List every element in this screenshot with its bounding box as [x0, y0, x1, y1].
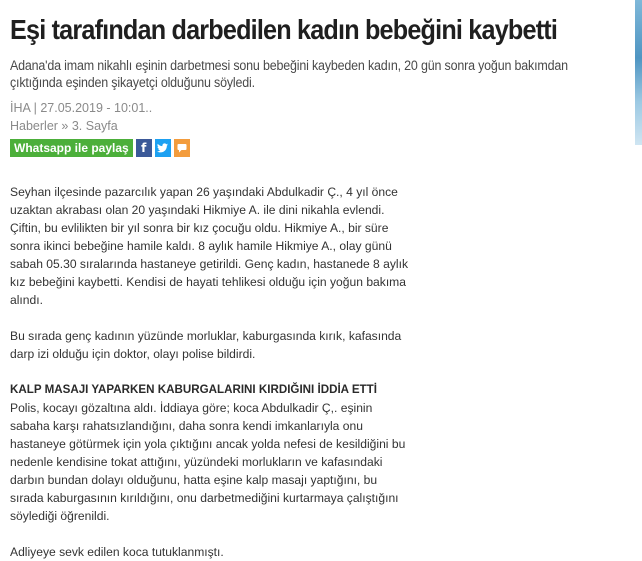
- article-paragraph: Polis, kocayı gözaltına aldı. İddiaya göre; koca Abdulkadir Ç,. eşinin sabaha karşı rahatsızlandığını, daha sonra kendi imkanlarıyla onu hastaneye götürmek için yola çıktığını ancak yolda nefesi de kesildiğini bu nedenle kendisine tokat attığını, yüzündeki morlukların ve kafasındaki darbın bundan dolayı olduğunu, hatta eşine kalp masajı yaptığını, bu sırada kaburgasının kırıldığını, onu darbetmediğini kurtarmaya çalıştığını söylediği öğrenildi.: [10, 401, 406, 523]
- article-summary: Adana'da imam nikahlı eşinin darbetmesi sonu bebeğini kaybeden kadın, 20 gün sonra yoğun bakımdan çıktığında eşinden şikayetçi olduğunu söyledi.: [10, 58, 568, 90]
- twitter-share-button[interactable]: [155, 139, 171, 157]
- article-paragraph: Seyhan ilçesinde pazarcılık yapan 26 yaşındaki Abdulkadir Ç., 4 yıl önce uzaktan akrabası olan 20 yaşındaki Hikmiye A. ile dini nikahla evlendi. Çiftin, bu evlilikten bir yıl sonra bir kız çocuğu oldu. Hikmiye A., bir süre sonra ikinci bebeğine hamile kaldı. 8 aylık hamile Hikmiye A., olay günü sabah 05.30 sıralarında hastaneye getirildi. Genç kadın, hastanede 8 aylık kız bebeğini kaybetti. Kendisi de hayati tehlikesi olduğu için yoğun bakıma alındı.: [10, 185, 409, 307]
- article-paragraph: Adliyeye sevk edilen koca tutuklanmıştı.: [10, 545, 224, 559]
- comment-icon: [177, 143, 187, 153]
- article-meta: İHA | 27.05.2019 - 10:01..: [10, 101, 153, 115]
- breadcrumb[interactable]: Haberler » 3. Sayfa: [10, 119, 118, 133]
- article-body: [10, 183, 410, 561]
- share-bar: [10, 139, 190, 157]
- facebook-icon: f: [141, 141, 147, 155]
- whatsapp-share-button[interactable]: Whatsapp ile paylaş: [10, 139, 133, 157]
- article-paragraph: Bu sırada genç kadının yüzünde morluklar, kaburgasında kırık, kafasında darp izi olduğu için doktor, olayı polise bildirdi.: [10, 329, 402, 361]
- facebook-share-button[interactable]: [136, 139, 152, 157]
- edge-decoration: [635, 0, 642, 145]
- comment-button[interactable]: [174, 139, 190, 157]
- article-subheading: KALP MASAJI YAPARKEN KABURGALARINI KIRDIĞINI İDDİA ETTİ: [10, 383, 377, 396]
- page-title: Eşi tarafından darbedilen kadın bebeğini kaybetti: [10, 14, 558, 45]
- twitter-icon: [157, 143, 168, 153]
